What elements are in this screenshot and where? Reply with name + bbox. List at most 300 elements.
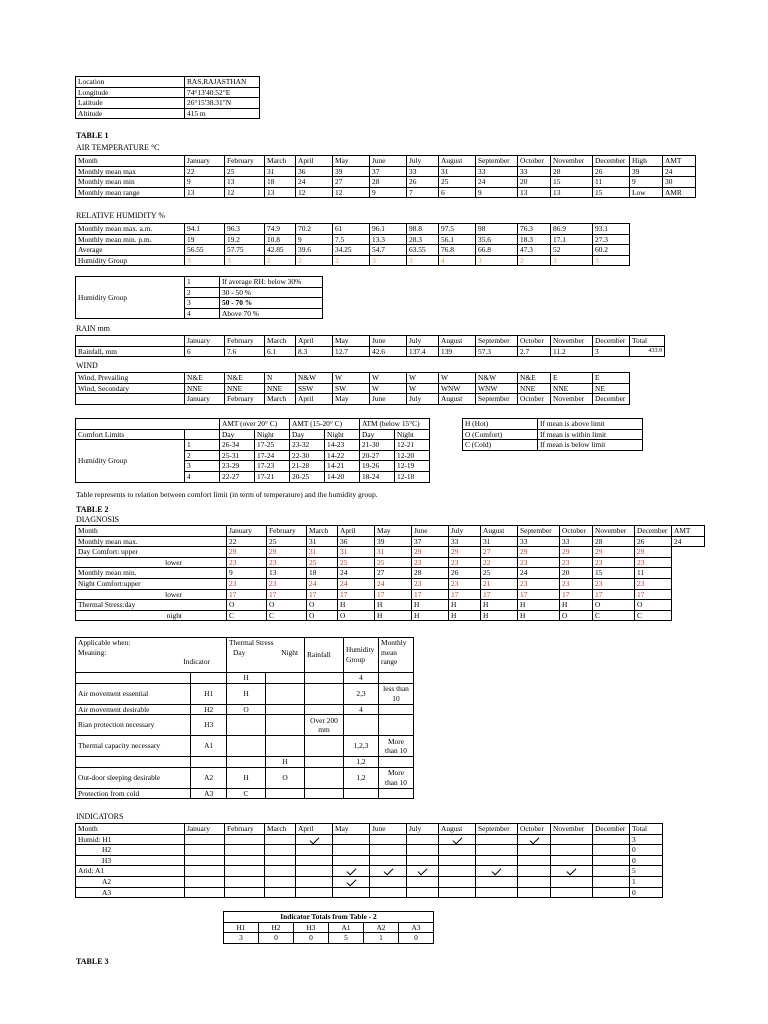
range-cell	[379, 715, 414, 736]
check-cell	[225, 887, 265, 898]
table1-heading: TABLE 1	[76, 131, 109, 140]
group-number: 3	[185, 298, 220, 309]
header-cell: October	[518, 336, 551, 347]
header-cell: June	[370, 824, 407, 835]
value-cell: 13	[265, 187, 296, 198]
row-label	[76, 419, 220, 430]
value-cell: N&W	[296, 373, 333, 384]
value-cell: 31	[307, 536, 338, 547]
legend-row	[463, 419, 643, 430]
humidity-group-label: Humidity Group	[76, 277, 185, 319]
night-label: Night	[281, 647, 298, 657]
value-cell: 25	[439, 177, 476, 188]
header-cell: August	[439, 824, 476, 835]
indicator-cell: H2	[191, 704, 227, 715]
value-cell: 39	[630, 166, 663, 177]
check-cell	[518, 845, 551, 856]
meaning-cell: Air movement desirable	[76, 704, 191, 715]
value-cell: April	[296, 156, 333, 167]
totals-title-row	[224, 912, 434, 923]
value-cell: 21-30	[360, 440, 395, 451]
value-cell: January	[185, 156, 225, 167]
row-label: Monthly mean min. p.m.	[76, 234, 185, 245]
value-cell: 139	[439, 346, 476, 357]
value-cell: 12	[333, 187, 370, 198]
check-cell	[370, 866, 407, 877]
value-cell: 25	[225, 166, 265, 177]
day-cell: H	[227, 683, 266, 704]
totals-value: 3	[224, 933, 259, 944]
value-cell: 433.9	[630, 346, 665, 357]
rainfall-cell	[305, 788, 344, 799]
value-cell: H	[481, 600, 518, 611]
value-cell: 76.8	[439, 245, 476, 256]
value-cell: April	[338, 526, 375, 537]
check-cell	[265, 855, 296, 866]
value-cell: 28	[412, 568, 449, 579]
night-cell: H	[266, 757, 305, 768]
relative-humidity-table	[75, 223, 630, 266]
value-cell: H	[518, 610, 560, 621]
indicator-cell: A3	[191, 788, 227, 799]
applicable-row	[76, 673, 414, 684]
value-cell: 22	[481, 557, 518, 568]
value-cell: 17	[593, 589, 635, 600]
value-cell: 25	[307, 557, 338, 568]
check-cell	[476, 887, 518, 898]
humidity-header: Humidity Group	[344, 638, 379, 673]
value-cell: 26	[407, 177, 439, 188]
value-cell: O	[307, 610, 338, 621]
check-cell	[333, 855, 370, 866]
rainfall-cell	[305, 683, 344, 704]
value-cell: W	[439, 373, 476, 384]
value-cell: 11	[635, 568, 672, 579]
value-cell: 28.3	[407, 234, 439, 245]
check-cell	[518, 876, 551, 887]
header-cell: November	[551, 336, 593, 347]
comfort-sub-row	[76, 429, 430, 440]
comfort-header: AMT (over 20° C)	[220, 419, 290, 430]
humidity-group-cell: 2	[333, 255, 370, 266]
meaning-cell: Thermal capacity necessary	[76, 736, 191, 757]
checkmark-icon	[567, 866, 577, 876]
value-cell: 10.8	[265, 234, 296, 245]
indicator-label: A3	[76, 887, 185, 898]
check-cell	[225, 876, 265, 887]
value-cell: 17	[449, 589, 481, 600]
value-cell: June	[370, 394, 407, 405]
day-cell: H	[227, 673, 266, 684]
value-cell: 22-30	[290, 450, 325, 461]
comfort-sub: Day	[360, 429, 395, 440]
check-cell	[185, 887, 225, 898]
row-label: Wind, Secondary	[76, 383, 185, 394]
rainfall-cell	[305, 757, 344, 768]
value-cell: 23	[449, 578, 481, 589]
air-temp-row	[76, 177, 696, 188]
value-cell: 36	[296, 166, 333, 177]
value-cell: N	[265, 373, 296, 384]
applicable-row	[76, 767, 414, 788]
range-cell: less than 10	[379, 683, 414, 704]
check-cell	[296, 845, 333, 856]
check-cell	[333, 845, 370, 856]
value-cell: H	[412, 610, 449, 621]
humidity-group-table	[75, 276, 323, 319]
value-cell: NNE	[265, 383, 296, 394]
value-cell: O	[338, 610, 375, 621]
value-cell: 25	[481, 568, 518, 579]
header-cell: January	[185, 824, 225, 835]
value-cell: 23	[227, 557, 267, 568]
table3-heading: TABLE 3	[76, 957, 109, 966]
applicable-when-label: Applicable when:	[78, 638, 131, 647]
meaning-cell: Rian protection necessary	[76, 715, 191, 736]
value-cell: NNE	[551, 383, 593, 394]
value-cell: 14-21	[325, 461, 360, 472]
row-label: Wind, Prevailing	[76, 373, 185, 384]
indicator-label: Humid: H1	[76, 834, 185, 845]
header-cell: March	[265, 336, 296, 347]
value-cell: 15	[551, 177, 593, 188]
value-cell: 17-21	[255, 471, 290, 482]
humidity-cell: 4	[344, 673, 379, 684]
value-cell: O	[307, 600, 338, 611]
value-cell: 57.75	[225, 245, 265, 256]
totals-values-row	[224, 933, 434, 944]
value-cell: 17	[412, 589, 449, 600]
value-cell	[672, 600, 705, 611]
value-cell: 39.6	[296, 245, 333, 256]
row-label: lower	[76, 589, 227, 600]
check-cell	[476, 876, 518, 887]
diagnosis-row	[76, 578, 705, 589]
check-cell	[407, 887, 439, 898]
air-temp-title: AIR TEMPERATURE °C	[76, 143, 160, 152]
value-cell: 30	[663, 177, 696, 188]
group-number: 1	[185, 277, 220, 288]
humidity-cell: 1,2	[344, 757, 379, 768]
humidity-group-cell: 3	[370, 255, 407, 266]
row-label: Humidity Group	[76, 255, 185, 266]
value-cell: 17	[635, 589, 672, 600]
value-cell: 66.8	[476, 245, 518, 256]
value-cell: July	[449, 526, 481, 537]
value-cell: 29	[593, 547, 635, 558]
humidity-cell	[344, 788, 379, 799]
value-cell: 9	[227, 568, 267, 579]
value-cell: H	[481, 610, 518, 621]
total-cell: 1	[630, 876, 663, 887]
air-temp-row	[76, 156, 696, 167]
value-cell: 36	[338, 536, 375, 547]
check-cell	[518, 887, 551, 898]
indicator-cell: A2	[191, 767, 227, 788]
check-cell	[296, 855, 333, 866]
table1-note: Table represents to relation between comfort limit (in term of temperature) and the humidity group.	[76, 490, 378, 499]
check-cell	[225, 845, 265, 856]
diagnosis-row	[76, 547, 705, 558]
value-cell: 28	[593, 536, 635, 547]
value-cell: 23	[635, 557, 672, 568]
night-cell	[266, 715, 305, 736]
value-cell: 137.4	[407, 346, 439, 357]
value-cell: 13	[225, 177, 265, 188]
rain-title: RAIN mm	[76, 324, 110, 333]
value-cell: November	[551, 394, 593, 405]
checkmark-icon	[309, 834, 319, 844]
value-cell: 14-23	[325, 440, 360, 451]
header-cell: February	[225, 824, 265, 835]
value-cell: 37	[370, 166, 407, 177]
rainfall-header: Rainfall	[305, 638, 344, 673]
value-cell: 23	[227, 578, 267, 589]
header-cell: December	[593, 336, 630, 347]
value-cell: 17	[307, 589, 338, 600]
comfort-limits-label: Comfort Limits	[76, 429, 185, 440]
value-cell: 28	[370, 177, 407, 188]
value-cell: 96.3	[225, 224, 265, 235]
value-cell: 14-22	[325, 450, 360, 461]
value-cell: April	[296, 394, 333, 405]
value-cell: C	[267, 610, 307, 621]
humidity-group-cell: 2	[518, 255, 551, 266]
check-cell	[225, 855, 265, 866]
indicator-row	[76, 866, 663, 877]
humidity-group-cell: 2	[265, 255, 296, 266]
value-cell: 52	[551, 245, 593, 256]
value-cell: 18.3	[518, 234, 551, 245]
wind-row	[76, 383, 630, 394]
indicator-cell: H1	[191, 683, 227, 704]
checkmark-icon	[346, 866, 356, 876]
header-cell: Total	[630, 824, 663, 835]
row-label: Monthly mean max	[76, 166, 185, 177]
check-cell	[593, 866, 630, 877]
check-cell	[407, 855, 439, 866]
header-cell: January	[185, 336, 225, 347]
check-cell	[333, 876, 370, 887]
value-cell: May	[333, 394, 370, 405]
diagnosis-row	[76, 568, 705, 579]
range-header: Monthly mean range	[379, 638, 414, 673]
header-cell: June	[370, 336, 407, 347]
group-number: 4	[185, 471, 220, 482]
check-cell	[476, 845, 518, 856]
check-cell	[185, 845, 225, 856]
check-cell	[296, 887, 333, 898]
check-cell	[265, 887, 296, 898]
row-label: Monthly mean range	[76, 187, 185, 198]
header-cell: November	[551, 824, 593, 835]
location-value: 415 m	[185, 108, 260, 119]
value-cell: 27	[333, 177, 370, 188]
value-cell: 29	[267, 547, 307, 558]
checkmark-icon	[418, 866, 428, 876]
range-cell: More than 10	[379, 767, 414, 788]
value-cell: February	[225, 156, 265, 167]
value-cell: 17	[227, 589, 267, 600]
value-cell: July	[407, 156, 439, 167]
value-cell: 29	[227, 547, 267, 558]
check-cell	[296, 876, 333, 887]
applicable-header-row	[76, 638, 414, 673]
value-cell: 31	[375, 547, 412, 558]
check-cell	[185, 876, 225, 887]
value-cell	[672, 568, 705, 579]
rainfall-cell	[305, 736, 344, 757]
value-cell: 6	[185, 346, 225, 357]
indicator-label: A2	[76, 876, 185, 887]
value-cell: 23	[267, 557, 307, 568]
diagnosis-table	[75, 525, 705, 621]
indicator-label: H3	[76, 855, 185, 866]
totals-value: 0	[294, 933, 329, 944]
value-cell: 29	[449, 547, 481, 558]
value-cell: September	[476, 156, 518, 167]
check-cell	[407, 866, 439, 877]
value-cell: 25	[375, 557, 412, 568]
row-label	[76, 394, 185, 405]
humidity-group-cell: 3	[407, 255, 439, 266]
indicator-label: Indicator	[183, 657, 210, 667]
value-cell: 23	[412, 557, 449, 568]
check-cell	[225, 834, 265, 845]
value-cell: H	[518, 600, 560, 611]
header-cell: October	[518, 824, 551, 835]
location-label: Location	[76, 77, 185, 88]
value-cell: 17.1	[551, 234, 593, 245]
thermal-stress-header	[227, 638, 305, 673]
value-cell: 31	[338, 547, 375, 558]
day-cell: H	[227, 767, 266, 788]
comfort-sub: Night	[395, 429, 430, 440]
value-cell: 22	[227, 536, 267, 547]
value-cell: C	[227, 610, 267, 621]
meaning-cell: Air movement essential	[76, 683, 191, 704]
value-cell: 21-28	[290, 461, 325, 472]
humidity-group-label: Humidity Group	[76, 440, 185, 482]
value-cell: 12-19	[395, 461, 430, 472]
totals-header: H1	[224, 922, 259, 933]
value-cell: 7.5	[333, 234, 370, 245]
value-cell: 27	[481, 547, 518, 558]
group-desc: 30 - 50 %	[220, 287, 323, 298]
location-label: Latitude	[76, 98, 185, 109]
value-cell: 33	[518, 166, 551, 177]
value-cell: 12	[296, 187, 333, 198]
value-cell: 9	[476, 187, 518, 198]
check-cell	[370, 876, 407, 887]
value-cell: 33	[449, 536, 481, 547]
value-cell: 9	[296, 234, 333, 245]
row-label: Monthly mean min.	[76, 568, 227, 579]
diagnosis-row	[76, 557, 705, 568]
value-cell: 39	[333, 166, 370, 177]
indicator-row	[76, 855, 663, 866]
value-cell: WNW	[476, 383, 518, 394]
value-cell: February	[225, 394, 265, 405]
value-cell: NNE	[225, 383, 265, 394]
value-cell: 20	[560, 568, 593, 579]
header-cell: September	[476, 824, 518, 835]
value-cell: 9	[630, 177, 663, 188]
value-cell: 11	[593, 177, 630, 188]
value-cell: 23-29	[220, 461, 255, 472]
value-cell: 7	[407, 187, 439, 198]
value-cell: 34.25	[333, 245, 370, 256]
value-cell: W	[333, 373, 370, 384]
applicable-row	[76, 788, 414, 799]
row-label: lower	[76, 557, 227, 568]
check-cell	[296, 834, 333, 845]
value-cell: 24	[307, 578, 338, 589]
night-cell	[266, 673, 305, 684]
check-cell	[225, 866, 265, 877]
meaning-cell	[76, 757, 191, 768]
value-cell: 33	[518, 536, 560, 547]
value-cell: 13.3	[370, 234, 407, 245]
value-cell: 2.7	[518, 346, 551, 357]
row-label: night	[76, 610, 227, 621]
indicator-label: Arid: A1	[76, 866, 185, 877]
total-cell: 0	[630, 887, 663, 898]
row-label: Monthly mean min	[76, 177, 185, 188]
diagnosis-row	[76, 610, 705, 621]
value-cell: 24	[663, 166, 696, 177]
check-cell	[439, 845, 476, 856]
day-cell: C	[227, 788, 266, 799]
value-cell: 7.6	[225, 346, 265, 357]
value-cell: 56.1	[439, 234, 476, 245]
check-cell	[551, 855, 593, 866]
value-cell: July	[407, 394, 439, 405]
value-cell: E	[593, 373, 630, 384]
value-cell: February	[267, 526, 307, 537]
check-cell	[551, 834, 593, 845]
value-cell: 17-24	[255, 450, 290, 461]
value-cell: March	[307, 526, 338, 537]
header-cell: February	[225, 336, 265, 347]
range-cell	[379, 788, 414, 799]
check-cell	[551, 866, 593, 877]
header-cell: April	[296, 824, 333, 835]
value-cell: 63.55	[407, 245, 439, 256]
value-cell: 29	[412, 547, 449, 558]
wind-row	[76, 394, 630, 405]
day-cell	[227, 715, 266, 736]
value-cell: 17	[267, 589, 307, 600]
humidity-cell: 2,3	[344, 683, 379, 704]
location-row	[76, 98, 260, 109]
comfort-header: ATM (below 15°C)	[360, 419, 430, 430]
value-cell: 31	[439, 166, 476, 177]
value-cell: June	[370, 156, 407, 167]
value-cell: 31	[481, 536, 518, 547]
value-cell: 96.1	[370, 224, 407, 235]
check-cell	[476, 866, 518, 877]
row-label: Monthly mean max. a.m.	[76, 224, 185, 235]
value-cell: E	[551, 373, 593, 384]
rainfall-cell: Over 200 mm	[305, 715, 344, 736]
legend-meaning: If mean is within limit	[538, 429, 643, 440]
value-cell: C	[635, 610, 672, 621]
day-label: Day	[233, 647, 246, 657]
value-cell: August	[439, 394, 476, 405]
indicator-cell: A1	[191, 736, 227, 757]
checkmark-icon	[529, 834, 539, 844]
